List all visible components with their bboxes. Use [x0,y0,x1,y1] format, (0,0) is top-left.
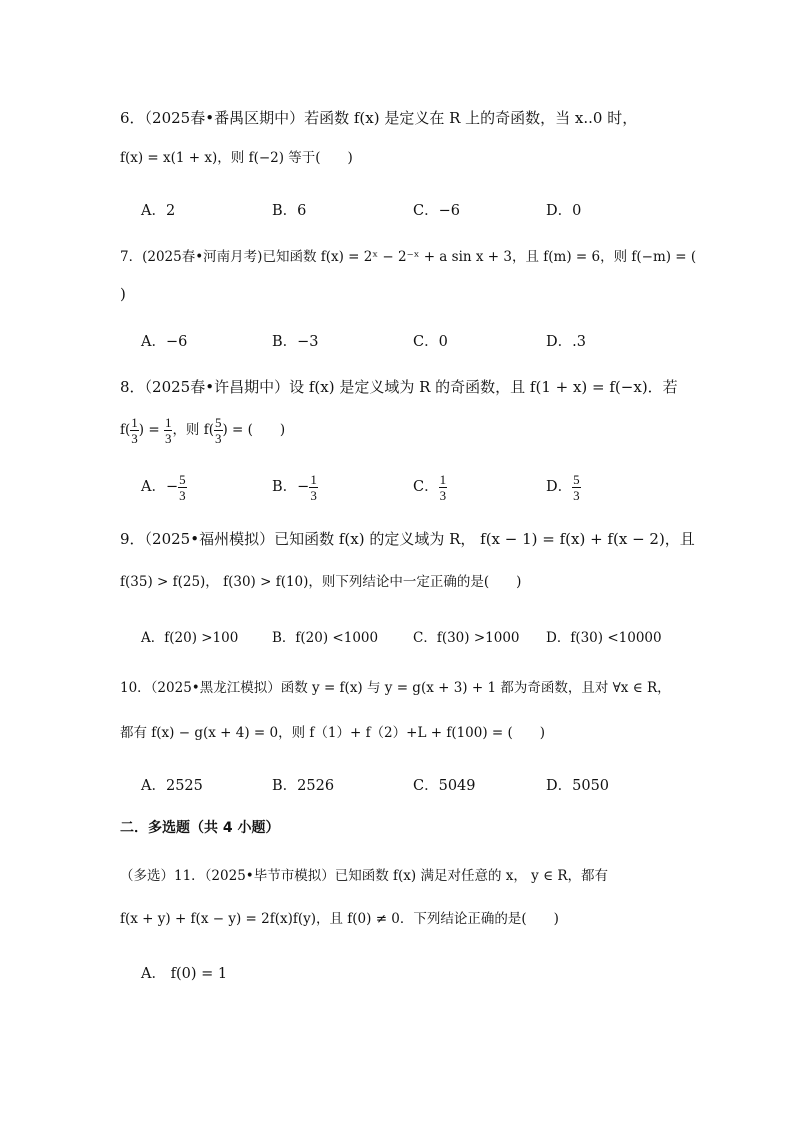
q9-stem-line2: f(35) > f(25)， f(30) > f(10)，则下列结论中一定正确的是( ) [120,574,522,590]
q7-stem-line1: 7．(2025春•河南月考)已知函数 f(x) = 2ˣ − 2⁻ˣ + a sin x + 3，且 f(m) = 6，则 f(−m) = ( [120,249,697,265]
q8-option-b[interactable]: B．− $\frac{1}{3}$ [272,471,317,503]
q11-stem-line2: f(x + y) + f(x − y) = 2f(x)f(y)，且 f(0) ≠ 0．下列结论正确的是( ) [120,911,559,927]
q10-option-c[interactable]: C．5049 [413,778,476,794]
q6-stem-line1: 6．（2025春•番禺区期中）若函数 f(x) 是定义在 R 上的奇函数，当 x..0 时， [120,109,638,127]
q6-option-c[interactable]: C．−6 [413,203,460,219]
q10-option-a[interactable]: A．2525 [141,778,203,794]
q8-option-c[interactable]: C． $\frac{1}{3}$ [413,471,447,503]
q6-stem-line2: f(x) = x(1 + x)，则 f(−2) 等于( ) [120,150,353,166]
q10-option-d[interactable]: D．5050 [546,778,610,794]
q7-option-a[interactable]: A．−6 [141,334,188,350]
q10-stem-line2: 都有 f(x) − g(x + 4) = 0，则 f（1）+ f（2）+L + f(100) = ( ) [120,725,546,741]
q8-stem-line1: 8．（2025春•许昌期中）设 f(x) 是定义域为 R 的奇函数，且 f(1 + x) = f(−x)．若 [120,378,678,396]
q6-option-a[interactable]: A．2 [141,203,176,219]
q9-options [141,626,701,646]
q8-fraction-3: $\frac{5}{3}$ [215,415,222,446]
q8-text-c: ，则 f( [172,422,214,438]
q8-options [141,470,701,504]
q7-option-c[interactable]: C．0 [413,334,448,350]
q7-options [141,330,701,350]
q6-option-d[interactable]: D．0 [546,203,582,219]
q9-option-b[interactable]: B．f(20) <1000 [272,630,379,646]
q7-option-b[interactable]: B．−3 [272,334,319,350]
q8-text-b: ) = [138,422,164,438]
q6-option-b[interactable]: B．6 [272,203,307,219]
q11-stem-line1: （多选）11．（2025•毕节市模拟）已知函数 f(x) 满足对任意的 x， y ∈ R，都有 [120,868,609,884]
q10-option-b[interactable]: B．2526 [272,778,335,794]
q9-option-d[interactable]: D．f(30) <10000 [546,630,662,646]
q9-option-a[interactable]: A．f(20) >100 [141,630,239,646]
q10-stem-line1: 10．（2025•黑龙江模拟）函数 y = f(x) 与 y = g(x + 3) + 1 都为奇函数，且对 ∀x ∈ R， [120,680,671,696]
q8-option-a[interactable]: A．− $\frac{5}{3}$ [141,471,186,503]
q8-option-d[interactable]: D． $\frac{5}{3}$ [546,471,580,503]
q10-options [141,774,701,794]
q6-options [141,199,701,219]
q9-option-c[interactable]: C．f(30) >1000 [413,630,520,646]
q11-options [141,962,701,982]
q8-text-a: f( [120,422,131,438]
q7-option-d[interactable]: D．.3 [546,334,586,350]
q8-fraction-1: $\frac{1}{3}$ [131,415,138,446]
q8-text-d: ) = ( ) [222,422,286,438]
q7-stem-line2: ) [120,285,126,303]
q8-fraction-2: $\frac{1}{3}$ [164,415,172,446]
section-heading-multiple-choice: 二．多选题（共 4 小题） [120,820,280,836]
q11-option-a[interactable]: A． f(0) = 1 [141,966,228,982]
q8-stem-line2 [120,415,285,445]
q9-stem-line1: 9．（2025•福州模拟）已知函数 f(x) 的定义域为 R， f(x − 1) = f(x) + f(x − 2)，且 [120,530,695,548]
